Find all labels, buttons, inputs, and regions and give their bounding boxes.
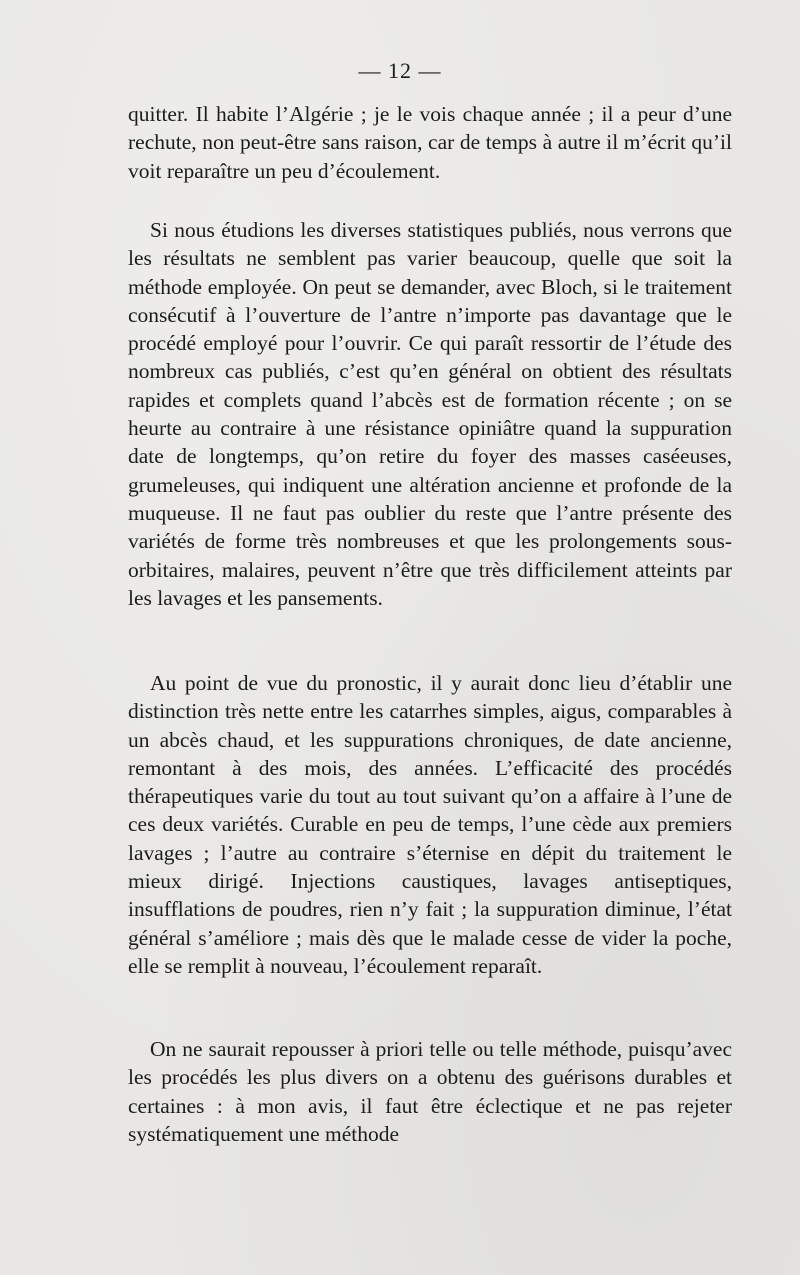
paragraph-3 bbox=[128, 669, 732, 980]
paragraph-1 bbox=[128, 100, 732, 185]
paragraph-2 bbox=[128, 216, 732, 612]
paragraph-text: quitter. Il habite l’Algérie ; je le vois chaque année ; il a peur d’une rechute, non peut-être sans raison, car de temps à autre il m’écrit qu’il voit reparaître un peu d’écoulement. bbox=[128, 102, 732, 183]
paragraph-text: Au point de vue du pronostic, il y aurait donc lieu d’établir une distinction très nette entre les catarrhes simples, aigus, comparables à un abcès chaud, et les suppurations chroniques, de date ancienne, remontant à des mois, des années. L’efficacité des procédés thérapeutiques varie du tout au tout suivant qu’on a affaire à l’une de ces deux variétés. Curable en peu de temps, l’une cède aux premiers lavages ; l’autre au contraire s’éternise en dépit du traitement le mieux dirigé. Injections caustiques, lavages antiseptiques, insufflations de poudres, rien n’y fait ; la suppuration diminue, l’état général s’améliore ; mais dès que le malade cesse de vider la poche, elle se remplit à nouveau, l’écoulement reparaît. bbox=[128, 671, 732, 978]
paragraph-4 bbox=[128, 1035, 732, 1148]
paragraph-text: Si nous étudions les diverses statistiques publiés, nous verrons que les résultats ne semblent pas varier beaucoup, quelle que soit la méthode employée. On peut se demander, avec Bloch, si le traitement consécutif à l’ouverture de l’antre n’importe pas davantage que le procédé employé pour l’ouvrir. Ce qui paraît ressortir de l’étude des nombreux cas publiés, c’est qu’en général on obtient des résultats rapides et complets quand l’abcès est de formation récente ; on se heurte au contraire à une résistance opiniâtre quand la suppuration date de longtemps, qu’on retire du foyer des masses caséeuses, grumeleuses, qui indiquent une altération ancienne et profonde de la muqueuse. Il ne faut pas oublier du reste que l’antre présente des variétés de forme très nombreuses et que les prolongements sous-orbitaires, malaires, peuvent n’être que très difficilement atteints par les lavages et les pansements. bbox=[128, 218, 732, 610]
page-number: — 12 — bbox=[358, 58, 442, 83]
paragraph-text: On ne saurait repousser à priori telle ou telle méthode, puisqu’avec les procédés les plus divers on a obtenu des guérisons durables et certaines : à mon avis, il faut être éclectique et ne pas rejeter systématiquement une méthode bbox=[128, 1037, 732, 1146]
